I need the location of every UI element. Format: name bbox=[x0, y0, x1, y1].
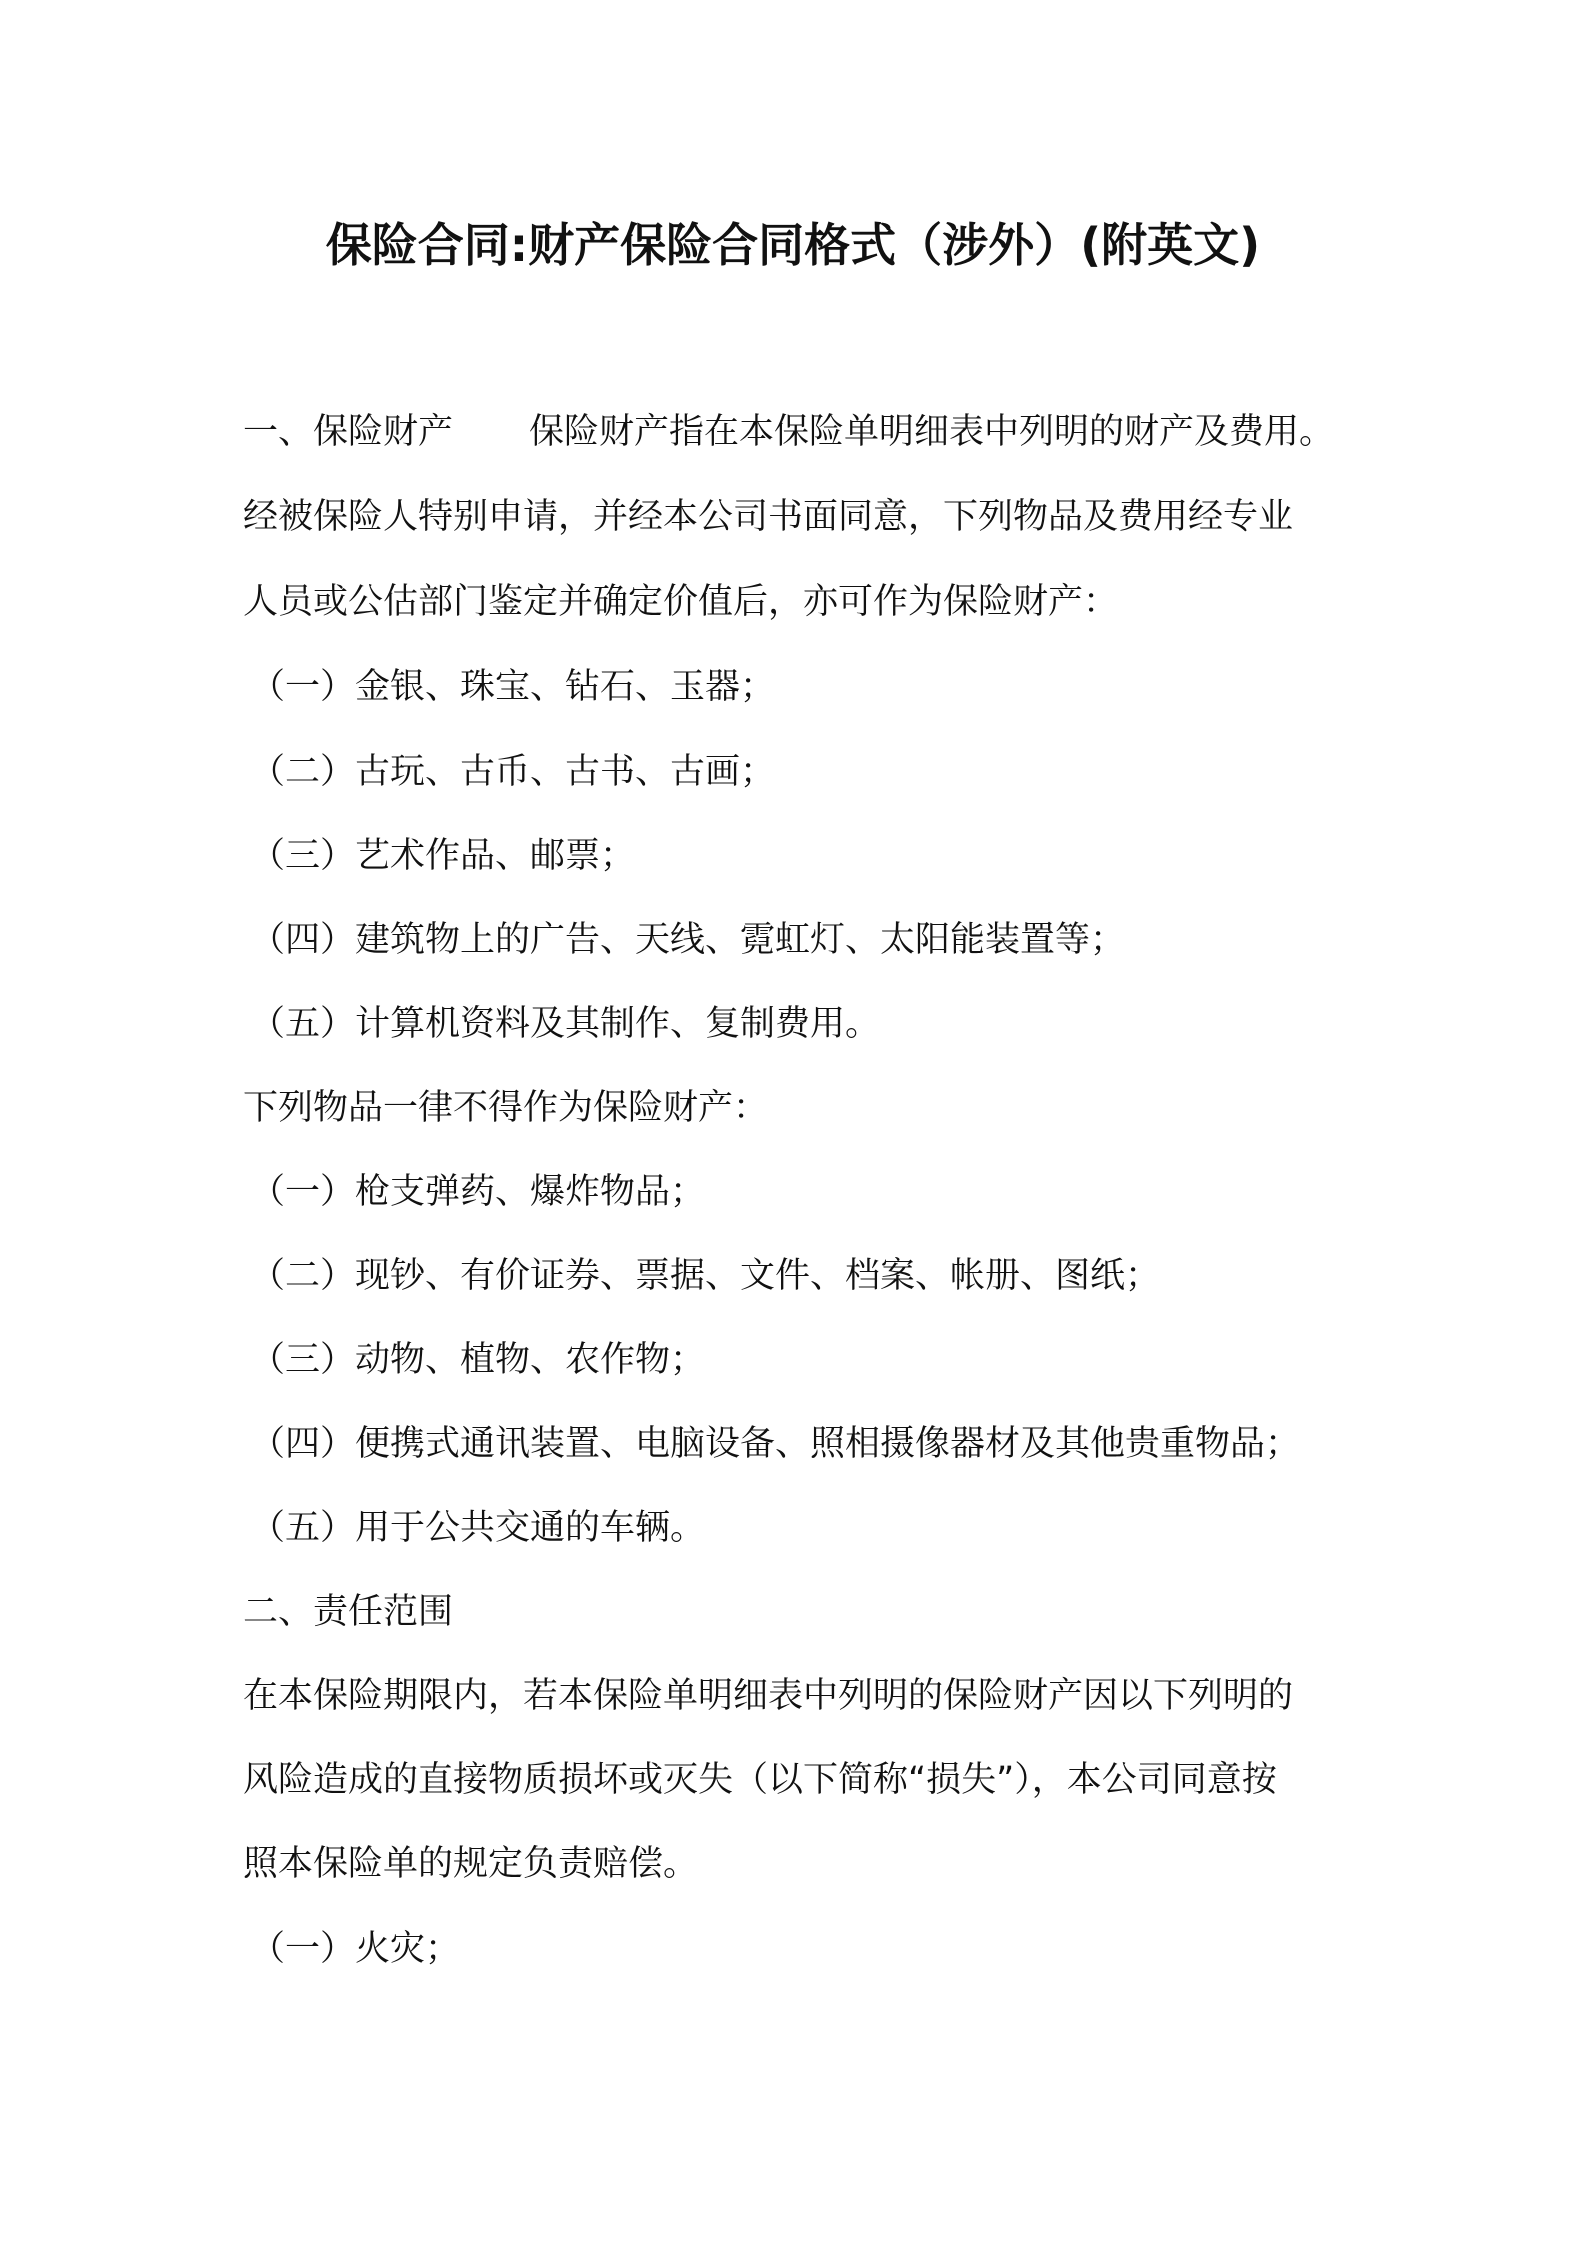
included-item: （二）古玩、古币、古书、古画； bbox=[250, 752, 776, 792]
included-item: （四）建筑物上的广告、天线、霓虹灯、太阳能装置等； bbox=[250, 920, 1126, 960]
section1-intro-line2: 经被保险人特别申请，并经本公司书面同意，下列物品及费用经专业 bbox=[243, 497, 1294, 537]
excluded-item: （一）枪支弹药、爆炸物品； bbox=[250, 1172, 706, 1212]
included-item: （三）艺术作品、邮票； bbox=[250, 836, 636, 876]
included-item: （一）金银、珠宝、钻石、玉器； bbox=[250, 667, 776, 707]
section2-para-line1: 在本保险期限内，若本保险单明细表中列明的保险财产因以下列明的 bbox=[243, 1676, 1294, 1716]
included-item: （五）计算机资料及其制作、复制费用。 bbox=[250, 1004, 881, 1044]
section2-item: （一）火灾； bbox=[250, 1929, 461, 1969]
section2-para-line3: 照本保险单的规定负责赔偿。 bbox=[243, 1844, 699, 1884]
section1-intro: 保险财产指在本保险单明细表中列明的财产及费用。 bbox=[529, 412, 1335, 452]
excluded-item: （五）用于公共交通的车辆。 bbox=[250, 1508, 706, 1548]
section1-first-line bbox=[243, 408, 1334, 456]
excluded-item: （四）便携式通讯装置、电脑设备、照相摄像器材及其他贵重物品； bbox=[250, 1424, 1301, 1464]
excluded-intro: 下列物品一律不得作为保险财产： bbox=[243, 1088, 769, 1128]
excluded-item: （二）现钞、有价证券、票据、文件、档案、帐册、图纸； bbox=[250, 1256, 1161, 1296]
section2-heading: 二、责任范围 bbox=[243, 1592, 454, 1632]
section2-para-line2: 风险造成的直接物质损坏或灭失（以下简称“损失”），本公司同意按 bbox=[243, 1760, 1277, 1800]
document-title: 保险合同:财产保险合同格式（涉外）(附英文) bbox=[325, 218, 1261, 272]
section1-heading: 一、保险财产 bbox=[243, 412, 454, 452]
excluded-item: （三）动物、植物、农作物； bbox=[250, 1340, 706, 1380]
section1-intro-line3: 人员或公估部门鉴定并确定价值后，亦可作为保险财产： bbox=[243, 582, 1119, 622]
